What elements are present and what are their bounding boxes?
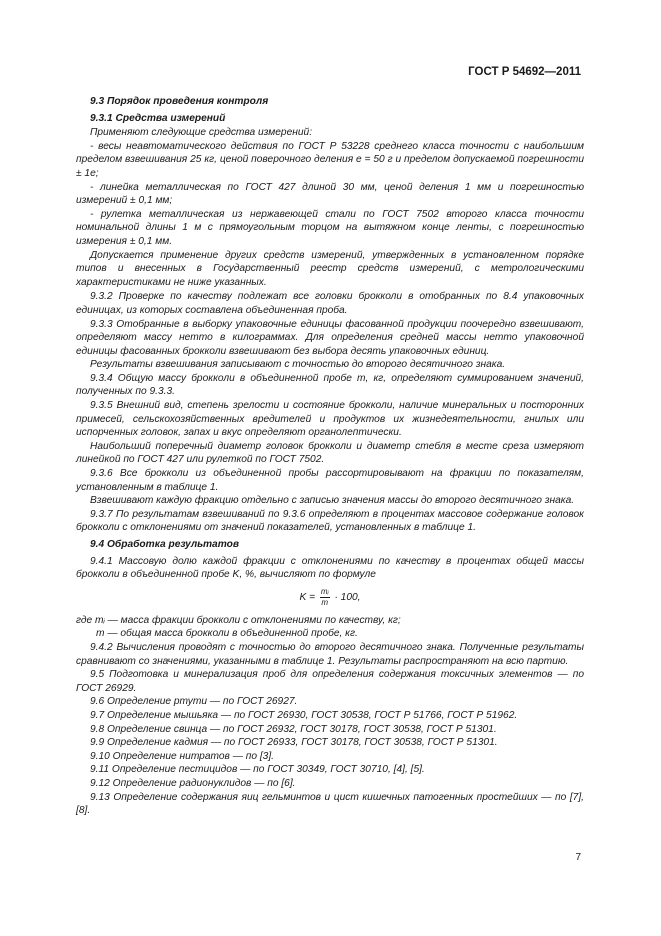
section-9-3-heading: 9.3 Порядок проведения контроля: [90, 96, 269, 107]
formula-where-line: где mᵢ — масса фракции брокколи с отклонениями по качеству, кг;: [76, 614, 401, 626]
section-9-4-heading: 9.4 Обработка результатов: [90, 539, 240, 550]
paragraph: 9.8 Определение свинца — по ГОСТ 26932, ГОСТ 30178, ГОСТ 30538, ГОСТ Р 51301.: [90, 723, 497, 735]
formula-where-line: m — общая масса брокколи в объединенной пробе, кг.: [96, 628, 358, 640]
paragraph: 9.9 Определение кадмия — по ГОСТ 26933, ГОСТ 30178, ГОСТ 30538, ГОСТ Р 51301.: [90, 737, 498, 749]
formula-rhs: · 100,: [334, 591, 361, 603]
list-item: - рулетка металлическая из нержавеющей стали по ГОСТ 7502 второго класса точности номинальной длины 1 м с прямоугольным торцом на вытяжном конце ленты, с погрешностью измерения ± 0,1 мм.: [76, 208, 584, 247]
paragraph: Результаты взвешивания записывают с точностью до второго десятичного знака.: [90, 359, 506, 371]
paragraph: Допускается применение других средств измерений, утвержденных в установленном порядке типов и внесенных в Государственный реестр средств измерений, с метрологическими характеристиками не ниже указанных.: [76, 249, 584, 288]
paragraph: 9.5 Подготовка и минерализация проб для определения содержания токсичных элементов — по ГОСТ 26929.: [76, 669, 584, 694]
formula-lhs: K =: [299, 591, 316, 603]
paragraph: 9.7 Определение мышьяка — по ГОСТ 26930, ГОСТ 30538, ГОСТ Р 51766, ГОСТ Р 51962.: [90, 709, 518, 721]
paragraph: 9.13 Определение содержания яиц гельминтов и цист кишечных патогенных простейших — по [7], [8].: [76, 791, 584, 817]
section-9-3-1-heading: 9.3.1 Средства измерений: [90, 112, 226, 124]
formula-numerator: mᵢ: [320, 586, 329, 596]
list-item: - линейка металлическая по ГОСТ 427 длиной 30 мм, ценой деления 1 мм и погрешностью измерений ± 0,1 мм;: [76, 181, 584, 207]
paragraph: 9.11 Определение пестицидов — по ГОСТ 30349, ГОСТ 30710, [4], [5].: [90, 764, 425, 776]
paragraph: 9.4.2 Вычисления проводят с точностью до второго десятичного знака. Полученные результаты сравнивают со значениями, указанными в таблице 1. Результаты распространяют на всю партию.: [76, 641, 584, 667]
paragraph: 9.3.2 Проверке по качеству подлежат все головки брокколи в отобранных по 8.4 упаковочных единицах, из которых составлена объединенная проба.: [76, 291, 584, 316]
formula-fraction: [320, 587, 330, 608]
document-header: ГОСТ Р 54692—2011: [468, 66, 581, 78]
paragraph: 9.6 Определение ртути — по ГОСТ 26927.: [90, 696, 298, 708]
paragraph: 9.3.4 Общую массу брокколи в объединенной пробе m, кг, определяют суммированием значений, полученных по 9.3.3.: [76, 372, 584, 398]
page-number: 7: [575, 852, 581, 863]
paragraph: Взвешивают каждую фракцию отдельно с записью значения массы до второго десятичного знака.: [90, 495, 575, 507]
paragraph: 9.3.5 Внешний вид, степень зрелости и состояние брокколи, наличие минеральных и посторонних примесей, сельскохозяйственных вредителей и продуктов их жизнедеятельности, гнилых или испорченных головок, запах и вкус определяют органолептически.: [76, 400, 584, 439]
list-item: - весы неавтоматического действия по ГОСТ Р 53228 среднего класса точности с наибольшим пределом взвешивания 25 кг, ценой поверочного деления е = 50 г и пределом допускаемой погрешности ± 1е;: [76, 140, 584, 179]
document-body: [76, 93, 584, 818]
paragraph: Наибольший поперечный диаметр головок брокколи и диаметр стебля в месте среза измеряют линейкой по ГОСТ 427 или рулеткой по ГОСТ 7502.: [76, 440, 584, 466]
paragraph: 9.12 Определение радионуклидов — по [6].: [90, 777, 296, 789]
formula: [76, 587, 584, 608]
paragraph: 9.3.3 Отобранные в выборку упаковочные единицы фасованной продукции поочередно взвешивают, определяют массу нетто в килограммах. Для определения средней массы нетто упаковочной единицы фасованных брокколи взвешивают без выбора десять упаковочных единиц.: [76, 318, 584, 357]
paragraph: Применяют следующие средства измерений:: [90, 127, 313, 139]
formula-denominator: m: [321, 597, 329, 607]
paragraph: 9.4.1 Массовую долю каждой фракции с отклонениями по качеству в процентах общей массы брокколи в объединенной пробе K, %, вычисляют по формуле: [76, 555, 584, 581]
paragraph: 9.3.6 Все брокколи из объединенной пробы рассортировывают на фракции по показателям, установленным в таблице 1.: [76, 468, 584, 493]
paragraph: 9.3.7 По результатам взвешиваний по 9.3.6 определяют в процентах массовое содержание головок брокколи с отклонениями от значений показателей, установленных в таблице 1.: [76, 508, 584, 534]
paragraph: 9.10 Определение нитратов — по [3].: [90, 750, 274, 762]
